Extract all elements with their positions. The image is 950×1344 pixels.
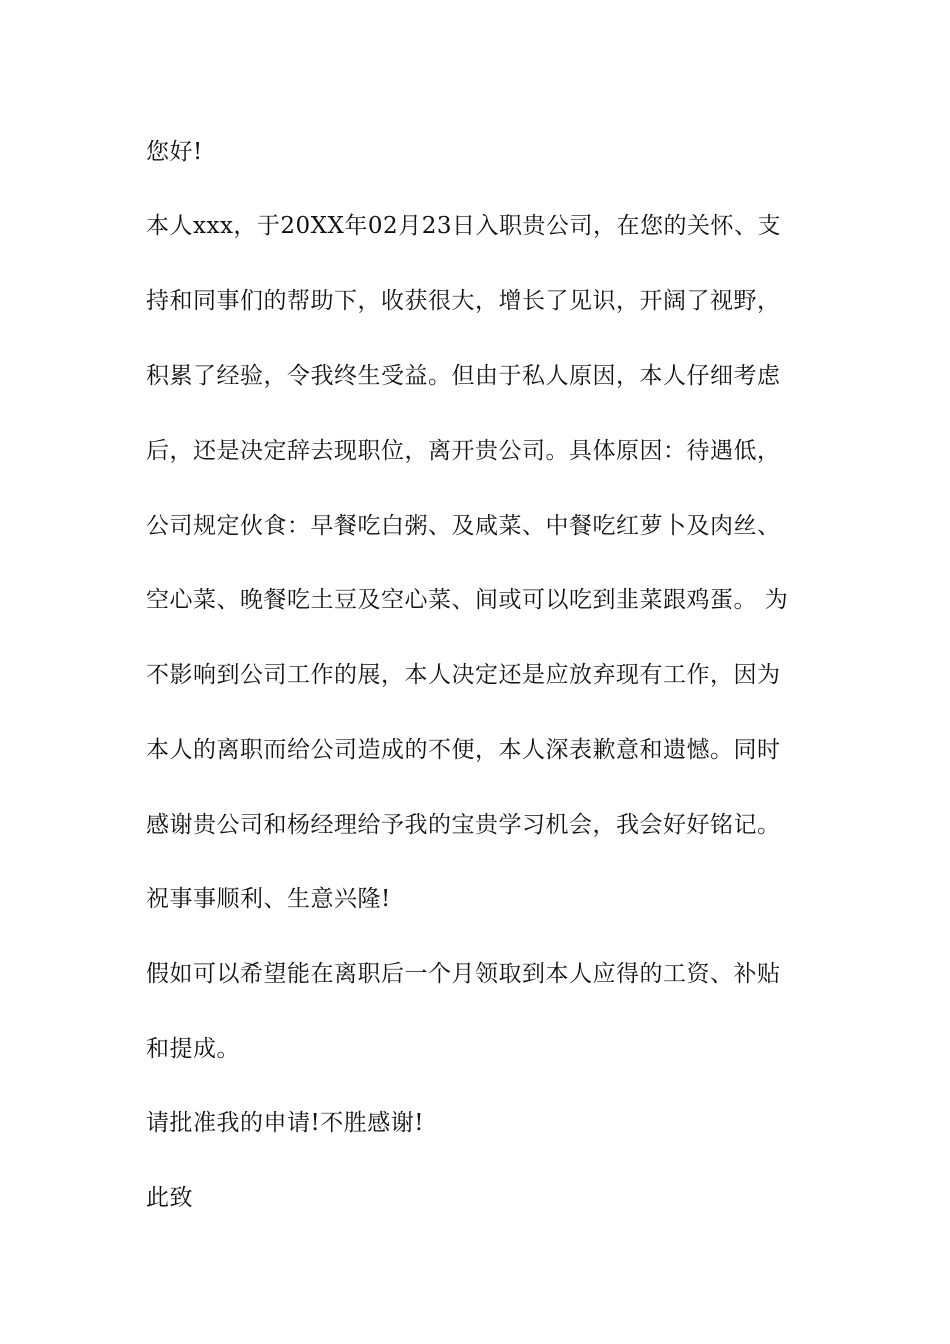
approval-line: 请批准我的申请!不胜感谢!: [146, 1110, 424, 1136]
body-line: 公司规定伙食：早餐吃白粥、及咸菜、中餐吃红萝卜及肉丝、: [146, 513, 781, 539]
body-line: 本人的离职而给公司造成的不便，本人深表歉意和遗憾。同时: [146, 737, 781, 763]
body-line: 不影响到公司工作的展，本人决定还是应放弃现有工作，因为: [146, 662, 781, 688]
body-line: 本人xxx，于20XX年02月23日入职贵公司，在您的关怀、支: [146, 213, 781, 239]
body-line: 空心菜、晚餐吃土豆及空心菜、间或可以吃到韭菜跟鸡蛋。 为: [146, 587, 789, 613]
body-line: 积累了经验，令我终生受益。但由于私人原因，本人仔细考虑: [146, 363, 781, 389]
closing-line: 此致: [146, 1185, 193, 1211]
body-line: 感谢贵公司和杨经理给予我的宝贵学习机会，我会好好铭记。: [146, 812, 781, 838]
body-line: 持和同事们的帮助下，收获很大，增长了见识，开阔了视野，: [146, 288, 781, 314]
greeting: 您好!: [146, 139, 203, 165]
body-line: 后，还是决定辞去现职位，离开贵公司。具体原因：待遇低，: [146, 438, 781, 464]
request-line: 和提成。: [146, 1036, 240, 1062]
request-line: 假如可以希望能在离职后一个月领取到本人应得的工资、补贴: [146, 961, 781, 987]
wish-line: 祝事事顺利、生意兴隆!: [146, 886, 391, 912]
